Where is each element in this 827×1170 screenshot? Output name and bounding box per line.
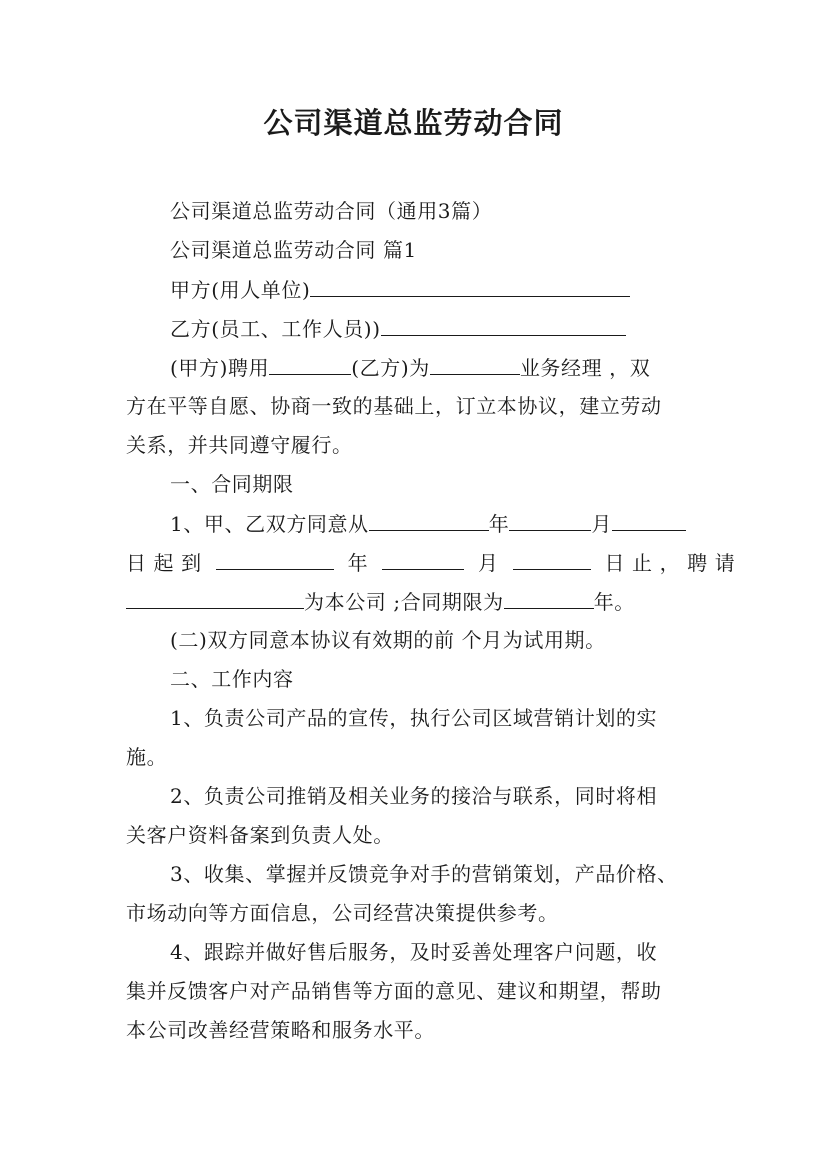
paragraph-line: (二)双方同意本协议有效期的前 个月为试用期。: [170, 628, 606, 652]
text-segment: 为本公司 ;合同期限为: [304, 590, 504, 614]
paragraph-line: 4、跟踪并做好售后服务，及时妥善处理客户问题，收: [170, 940, 658, 964]
text-segment: 月: [591, 512, 612, 536]
paragraph-line: 本公司改善经营策略和服务水平。: [126, 1018, 435, 1042]
paragraph-line: 1、负责公司产品的宣传，执行公司区域营销计划的实: [170, 706, 658, 730]
text-segment: (甲方)聘用: [170, 356, 270, 380]
paragraph-line: 3、收集、掌握并反馈竞争对手的营销策划，产品价格、: [170, 862, 678, 886]
paragraph-line: 施。: [126, 745, 168, 769]
fill-blank: [216, 549, 334, 570]
text-segment: (乙方)为: [351, 356, 430, 380]
section-heading: 一、合同期限: [170, 472, 294, 496]
fill-blank: [382, 549, 464, 570]
paragraph-line: 关客户资料备案到负责人处。: [126, 823, 394, 847]
party-b-label: 乙方(员工、工作人员)): [170, 317, 381, 341]
section-heading: 二、工作内容: [170, 667, 294, 691]
term-line: [170, 510, 686, 537]
fill-blank: [513, 549, 591, 570]
party-b-line: [170, 315, 626, 342]
document-title: 公司渠道总监劳动合同: [263, 106, 564, 140]
text-segment: 日 起 到: [126, 551, 202, 575]
fill-blank: [504, 588, 594, 609]
term-line: [126, 549, 735, 576]
party-a-line: [170, 276, 630, 303]
paragraph-line: 集并反馈客户对产品销售等方面的意见、建议和期望，帮助: [126, 979, 662, 1003]
subtitle-line: 公司渠道总监劳动合同（通用3篇）: [170, 199, 493, 223]
text-segment: 业务经理 ，双: [519, 356, 651, 380]
hire-line: [170, 354, 650, 381]
paragraph-line: 关系，并共同遵守履行。: [126, 433, 353, 457]
section-heading: 公司渠道总监劳动合同 篇1: [170, 238, 417, 262]
text-segment: 年: [347, 551, 369, 575]
fill-blank: [509, 510, 591, 531]
paragraph-line: 2、负责公司推销及相关业务的接洽与联系，同时将相: [170, 784, 658, 808]
term-line: [126, 588, 635, 615]
text-segment: 1、甲、乙双方同意从: [170, 512, 369, 536]
party-b-blank: [381, 315, 626, 336]
party-a-blank: [310, 276, 630, 297]
fill-blank: [612, 510, 686, 531]
fill-blank: [430, 354, 520, 375]
text-segment: 日 止 ， 聘 请: [604, 551, 736, 575]
fill-blank: [369, 510, 489, 531]
paragraph-line: 方在平等自愿、协商一致的基础上，订立本协议，建立劳动: [126, 394, 662, 418]
party-a-label: 甲方(用人单位): [170, 278, 311, 302]
text-segment: 月: [478, 551, 499, 575]
paragraph-line: 市场动向等方面信息，公司经营决策提供参考。: [126, 901, 559, 925]
text-segment: 年: [488, 512, 510, 536]
fill-blank: [126, 588, 304, 609]
fill-blank: [269, 354, 351, 375]
text-segment: 年。: [593, 590, 635, 614]
